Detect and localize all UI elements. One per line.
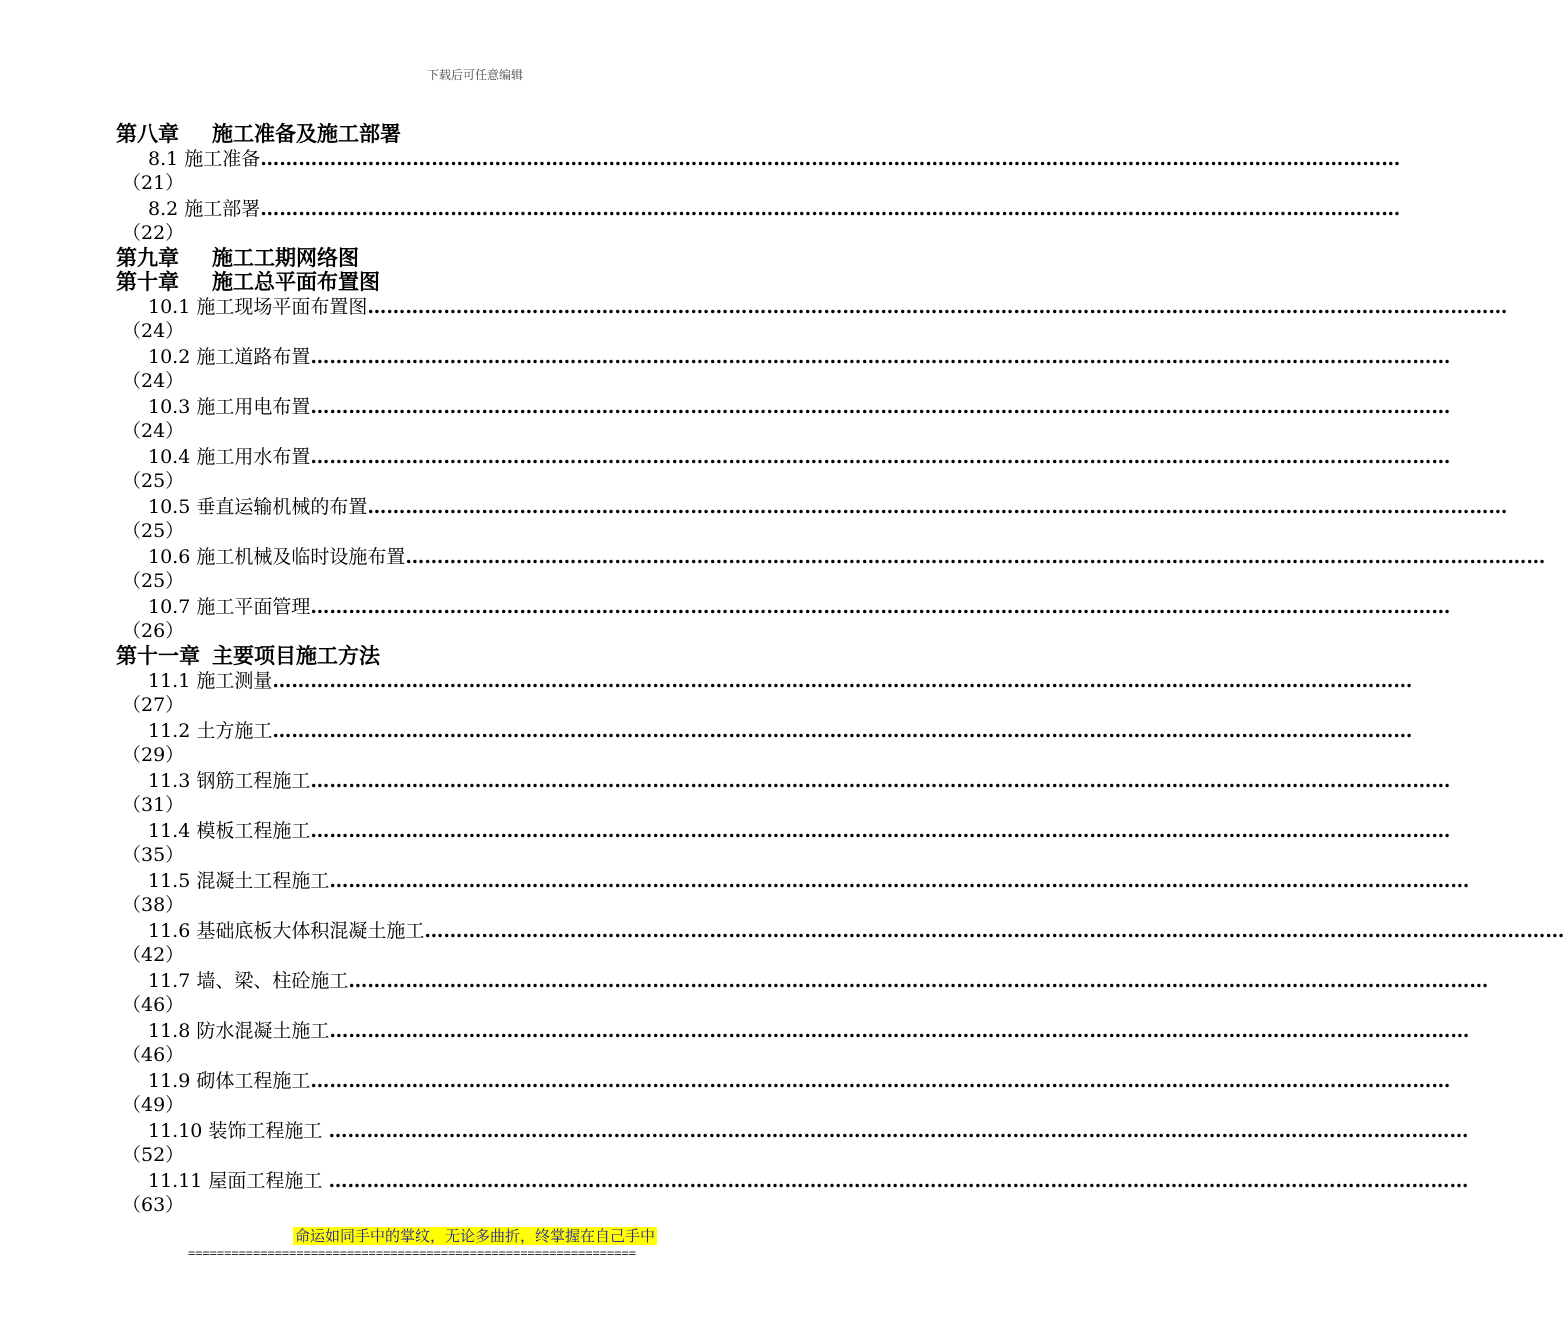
page-number: （24） xyxy=(122,320,185,342)
entry-line xyxy=(148,1118,1469,1144)
page-number: （29） xyxy=(122,744,185,766)
section-number: 11.5 xyxy=(148,870,191,892)
section-title: 基础底板大体积混凝土施工 xyxy=(196,920,425,942)
toc-entry[interactable] xyxy=(116,494,1508,544)
toc-entry[interactable] xyxy=(116,1168,1469,1218)
leader-dots: ……………………………………………………………………………………………………………………………………………………………… xyxy=(310,596,1451,618)
leader-dots: ……………………………………………………………………………………………………………………………………………………………… xyxy=(260,148,1401,170)
toc-entry[interactable] xyxy=(116,718,1413,768)
footer-slogan xyxy=(0,1226,950,1246)
section-number: 11.3 xyxy=(148,770,191,792)
section-number: 11.11 xyxy=(148,1170,203,1192)
leader-dots: ……………………………………………………………………………………………………………………………………………………………… xyxy=(329,1020,1470,1042)
page-number: （35） xyxy=(122,844,185,866)
entry-line xyxy=(148,294,1508,320)
entry-line xyxy=(148,968,1489,994)
leader-dots: ……………………………………………………………………………………………………………………………………………………………… xyxy=(310,1070,1451,1092)
section-number: 10.1 xyxy=(148,296,191,318)
toc-entry[interactable] xyxy=(116,294,1508,344)
entry-line xyxy=(148,668,1413,694)
section-number: 10.5 xyxy=(148,496,191,518)
section-number: 10.2 xyxy=(148,346,191,368)
section-number: 10.6 xyxy=(148,546,191,568)
section-number: 11.9 xyxy=(148,1070,191,1092)
entry-line xyxy=(148,196,1401,222)
entry-line xyxy=(148,818,1451,844)
section-number: 11.4 xyxy=(148,820,191,842)
page-number: （25） xyxy=(122,470,185,492)
chapter-title: 主要项目施工方法 xyxy=(212,643,380,668)
toc-entry[interactable] xyxy=(116,668,1413,718)
leader-dots: ……………………………………………………………………………………………………………………………………………………………… xyxy=(348,970,1489,992)
page-number: （49） xyxy=(122,1094,185,1116)
page-number: （38） xyxy=(122,894,185,916)
leader-dots: ……………………………………………………………………………………………………………………………………………………………… xyxy=(328,1170,1469,1192)
page-number: （24） xyxy=(122,420,185,442)
entry-line xyxy=(148,918,1564,944)
page-number: （24） xyxy=(122,370,185,392)
chapter-title: 施工总平面布置图 xyxy=(212,269,380,294)
page-number: （52） xyxy=(122,1144,185,1166)
chapter-number: 第八章 xyxy=(116,121,179,146)
section-title: 模板工程施工 xyxy=(196,820,311,842)
toc-entry[interactable] xyxy=(116,344,1451,394)
chapter-number: 第十一章 xyxy=(116,643,200,668)
toc-entry[interactable] xyxy=(116,768,1451,818)
leader-dots: ……………………………………………………………………………………………………………………………………………………………… xyxy=(310,770,1451,792)
toc-entry[interactable] xyxy=(116,594,1451,644)
section-title: 施工现场平面布置图 xyxy=(196,296,368,318)
leader-dots: ……………………………………………………………………………………………………………………………………………………………… xyxy=(272,670,1413,692)
page-header: 下载后可任意编辑 xyxy=(426,68,523,82)
toc-entry[interactable] xyxy=(116,1018,1470,1068)
chapter-title: 施工工期网络图 xyxy=(212,245,359,270)
section-number: 10.3 xyxy=(148,396,191,418)
leader-dots: ……………………………………………………………………………………………………………………………………………………………… xyxy=(367,496,1508,518)
section-title: 砌体工程施工 xyxy=(196,1070,311,1092)
leader-dots: ……………………………………………………………………………………………………………………………………………………………… xyxy=(272,720,1413,742)
section-title: 施工平面管理 xyxy=(196,596,311,618)
section-number: 8.1 xyxy=(148,148,179,170)
toc-entry[interactable] xyxy=(116,146,1401,196)
footer-slogan-text: 命运如同手中的掌纹，无论多曲折，终掌握在自己手中 xyxy=(294,1227,655,1245)
page-number: （27） xyxy=(122,694,185,716)
toc-entry[interactable] xyxy=(116,918,1564,968)
entry-line xyxy=(148,1018,1470,1044)
section-title: 施工测量 xyxy=(196,670,273,692)
entry-line xyxy=(148,868,1470,894)
page-number: （46） xyxy=(122,994,185,1016)
page-number: （42） xyxy=(122,944,185,966)
section-title: 屋面工程施工 xyxy=(208,1170,329,1192)
chapter-title: 施工准备及施工部署 xyxy=(212,121,401,146)
toc-chapter xyxy=(116,122,796,146)
section-title: 钢筋工程施工 xyxy=(196,770,311,792)
leader-dots: ……………………………………………………………………………………………………………………………………………………………… xyxy=(310,346,1451,368)
toc-entry[interactable] xyxy=(116,818,1451,868)
toc-entry[interactable] xyxy=(116,1068,1451,1118)
toc-entry[interactable] xyxy=(116,1118,1469,1168)
section-title: 土方施工 xyxy=(196,720,273,742)
entry-line xyxy=(148,146,1401,172)
toc-entry[interactable] xyxy=(116,394,1451,444)
section-title: 防水混凝土施工 xyxy=(196,1020,330,1042)
leader-dots: ……………………………………………………………………………………………………………………………………………………………… xyxy=(329,870,1470,892)
section-title: 装饰工程施工 xyxy=(208,1120,329,1142)
leader-dots: ……………………………………………………………………………………………………………………………………………………………… xyxy=(424,920,1564,942)
leader-dots: ……………………………………………………………………………………………………………………………………………………………… xyxy=(367,296,1508,318)
section-number: 11.1 xyxy=(148,670,191,692)
entry-line xyxy=(148,718,1413,744)
toc-entry[interactable] xyxy=(116,868,1470,918)
section-title: 施工用电布置 xyxy=(196,396,311,418)
toc-chapter xyxy=(116,246,796,270)
page-number: （22） xyxy=(122,222,185,244)
entry-line xyxy=(148,768,1451,794)
leader-dots: ……………………………………………………………………………………………………………………………………………………………… xyxy=(310,396,1451,418)
leader-dots: ……………………………………………………………………………………………………………………………………………………………… xyxy=(405,546,1546,568)
section-title: 施工部署 xyxy=(184,198,261,220)
page-number: （63） xyxy=(122,1194,185,1216)
page-number: （31） xyxy=(122,794,185,816)
entry-line xyxy=(148,394,1451,420)
section-number: 11.10 xyxy=(148,1120,203,1142)
chapter-number: 第九章 xyxy=(116,245,179,270)
footer-rule: ============================================================== xyxy=(188,1246,636,1260)
leader-dots: ……………………………………………………………………………………………………………………………………………………………… xyxy=(310,446,1451,468)
toc-entry[interactable] xyxy=(116,444,1451,494)
toc-chapter xyxy=(116,644,796,668)
toc-chapter xyxy=(116,270,796,294)
section-title: 垂直运输机械的布置 xyxy=(196,496,368,518)
toc-entry[interactable] xyxy=(116,544,1546,594)
page-number: （21） xyxy=(122,172,185,194)
toc-entry[interactable] xyxy=(116,968,1489,1018)
section-title: 施工道路布置 xyxy=(196,346,311,368)
entry-line xyxy=(148,444,1451,470)
leader-dots: ……………………………………………………………………………………………………………………………………………………………… xyxy=(260,198,1401,220)
entry-line xyxy=(148,1068,1451,1094)
leader-dots: ……………………………………………………………………………………………………………………………………………………………… xyxy=(310,820,1451,842)
entry-line xyxy=(148,494,1508,520)
section-title: 施工机械及临时设施布置 xyxy=(196,546,406,568)
page-number: （25） xyxy=(122,570,185,592)
entry-line xyxy=(148,544,1546,570)
entry-line xyxy=(148,344,1451,370)
section-number: 11.2 xyxy=(148,720,191,742)
section-number: 10.4 xyxy=(148,446,191,468)
table-of-contents xyxy=(116,121,1564,1218)
section-number: 11.7 xyxy=(148,970,191,992)
section-number: 11.6 xyxy=(148,920,191,942)
entry-line xyxy=(148,1168,1469,1194)
chapter-number: 第十章 xyxy=(116,269,179,294)
section-title: 墙、梁、柱砼施工 xyxy=(196,970,349,992)
section-number: 11.8 xyxy=(148,1020,191,1042)
toc-entry[interactable] xyxy=(116,196,1401,246)
section-number: 8.2 xyxy=(148,198,179,220)
page-number: （46） xyxy=(122,1044,185,1066)
section-title: 混凝土工程施工 xyxy=(196,870,330,892)
section-title: 施工用水布置 xyxy=(196,446,311,468)
page-number: （25） xyxy=(122,520,185,542)
section-number: 10.7 xyxy=(148,596,191,618)
section-title: 施工准备 xyxy=(184,148,261,170)
page-number: （26） xyxy=(122,620,185,642)
entry-line xyxy=(148,594,1451,620)
leader-dots: ……………………………………………………………………………………………………………………………………………………………… xyxy=(328,1120,1469,1142)
